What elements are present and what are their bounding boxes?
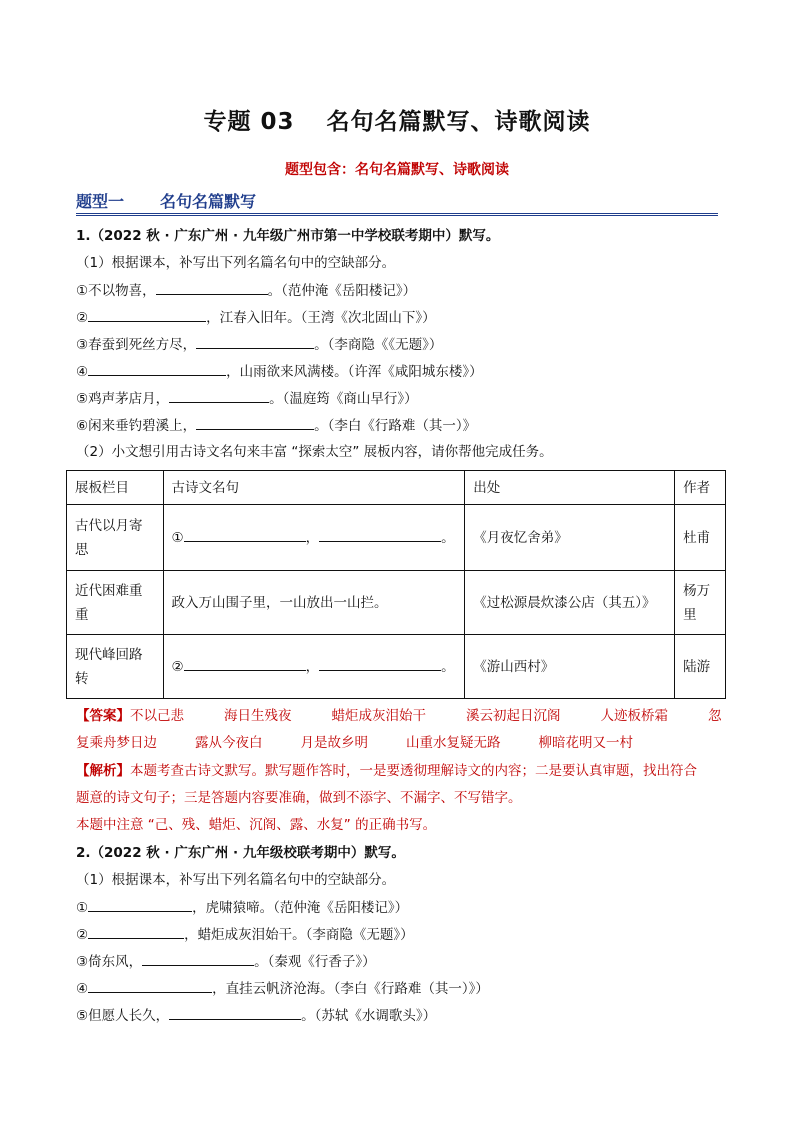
answer-blank[interactable] [88, 361, 226, 376]
answer-blank[interactable] [184, 656, 306, 671]
answer-blank[interactable] [319, 527, 441, 542]
section-heading [76, 189, 718, 216]
answer-blank[interactable] [88, 307, 206, 322]
title-topic-name: 名句名篇默写、诗歌阅读 [326, 109, 591, 135]
page-subtitle: 题型包含：名句名篇默写、诗歌阅读 [285, 162, 509, 178]
q2-item-1: ① ，虎啸猿啼。（范仲淹《岳阳楼记》） [76, 897, 736, 918]
q1-part2-intro: （2）小文想引用古诗文名句来丰富 “探索太空” 展板内容，请你帮他完成任务。 [76, 444, 553, 460]
table-header-row: 展板栏目 古诗文名句 出处 作者 [67, 471, 726, 505]
answer-blank[interactable] [196, 415, 314, 430]
q2-item-2: ② ，蜡炬成灰泪始干。（李商隐《无题》） [76, 924, 736, 945]
page-title [0, 103, 794, 136]
q1-analysis-line-2: 题意的诗文句子；三是答题内容要准确，做到不添字、不漏字、不写错字。 [76, 790, 522, 806]
section-name: 名句名篇默写 [160, 192, 257, 211]
q1-answer-line-1: 【答案】不以己悲 海日生残夜 蜡炬成灰泪始干 溪云初起日沉阁 人迹板桥霜 忽 [76, 708, 722, 724]
q1-analysis-line-1: 【解析】本题考查古诗文默写。默写题作答时，一是要透彻理解诗文的内容；二是要认真审题，找出符合 [76, 763, 697, 779]
q2-item-5: ⑤但愿人长久， 。（苏轼《水调歌头》） [76, 1005, 736, 1026]
q1-item-6: ⑥闲来垂钓碧溪上， 。（李白《行路难（其一）》 [76, 415, 736, 436]
title-topic-number: 专题 03 [203, 109, 295, 135]
answer-blank[interactable] [88, 897, 192, 912]
answer-label: 【答案】 [76, 708, 130, 724]
answer-blank[interactable] [184, 527, 306, 542]
q2-part1-intro: （1）根据课本，补写出下列名篇名句中的空缺部分。 [76, 872, 396, 888]
q2-item-4: ④ ，直挂云帆济沧海。（李白《行路难（其一）》） [76, 978, 736, 999]
section-label: 题型一 [76, 192, 125, 211]
q2-heading: 2.（2022 秋 · 广东广州 · 九年级校联考期中）默写。 [76, 845, 405, 861]
q1-item-1: ①不以物喜， 。（范仲淹《岳阳楼记》） [76, 280, 736, 301]
answer-blank[interactable] [196, 334, 314, 349]
table-row: 现代峰回路转 ② ， 。 《游山西村》 陆游 [67, 635, 726, 699]
table-row: 近代困难重重 政入万山围子里，一山放出一山拦。 《过松源晨炊漆公店（其五）》 杨万里 [67, 571, 726, 635]
answer-blank[interactable] [88, 924, 184, 939]
q1-item-2: ② ，江春入旧年。（王湾《次北固山下》） [76, 307, 736, 328]
q1-analysis-line-3: 本题中注意 “己、残、蜡炬、沉阁、露、水复” 的正确书写。 [76, 817, 437, 833]
q1-item-5: ⑤鸡声茅店月， 。（温庭筠《商山早行》） [76, 388, 736, 409]
q1-part1-intro: （1）根据课本，补写出下列名篇名句中的空缺部分。 [76, 255, 396, 271]
answer-blank[interactable] [156, 280, 268, 295]
q2-item-3: ③倚东风， 。（秦观《行香子》） [76, 951, 736, 972]
q1-item-4: ④ ，山雨欲来风满楼。（许浑《咸阳城东楼》） [76, 361, 736, 382]
answer-blank[interactable] [142, 951, 254, 966]
exhibition-board-table [66, 470, 726, 699]
analysis-label: 【解析】 [76, 763, 130, 779]
q1-heading: 1.（2022 秋 · 广东广州 · 九年级广州市第一中学校联考期中）默写。 [76, 228, 500, 244]
q1-answer-line-2: 复乘舟梦日边 露从今夜白 月是故乡明 山重水复疑无路 柳暗花明又一村 [76, 735, 633, 751]
answer-blank[interactable] [169, 388, 269, 403]
answer-blank[interactable] [88, 978, 212, 993]
q1-item-3: ③春蚕到死丝方尽， 。（李商隐《《无题》） [76, 334, 736, 355]
answer-blank[interactable] [169, 1005, 301, 1020]
table-row: 古代以月寄思 ① ， 。 《月夜忆舍弟》 杜甫 [67, 505, 726, 571]
answer-blank[interactable] [319, 656, 441, 671]
